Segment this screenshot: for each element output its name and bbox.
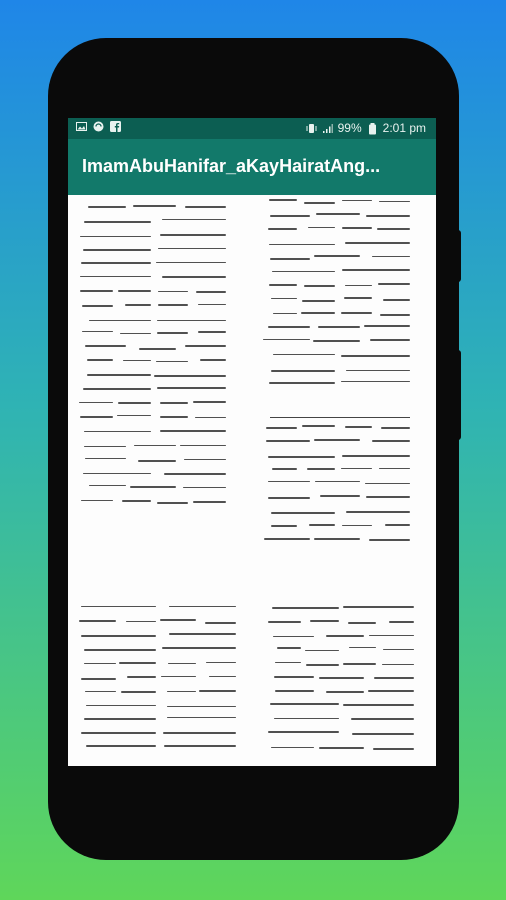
text-stroke bbox=[84, 649, 156, 651]
text-stroke bbox=[193, 501, 226, 503]
text-stroke bbox=[158, 248, 226, 249]
text-stroke bbox=[268, 456, 335, 458]
text-stroke bbox=[271, 370, 335, 372]
text-stroke bbox=[342, 525, 373, 526]
text-stroke bbox=[306, 664, 339, 666]
text-stroke bbox=[167, 717, 236, 718]
text-stroke bbox=[200, 359, 226, 361]
text-stroke bbox=[304, 202, 335, 204]
text-stroke bbox=[344, 297, 372, 299]
text-stroke bbox=[268, 497, 310, 499]
text-stroke bbox=[160, 430, 226, 432]
text-stroke bbox=[274, 718, 339, 719]
text-stroke bbox=[308, 227, 335, 228]
text-stroke bbox=[199, 690, 236, 692]
text-stroke bbox=[125, 304, 151, 306]
text-stroke bbox=[302, 425, 335, 427]
text-stroke bbox=[320, 495, 360, 497]
text-stroke bbox=[269, 284, 298, 286]
text-stroke bbox=[270, 258, 310, 260]
text-stroke bbox=[341, 312, 372, 314]
text-stroke bbox=[381, 427, 410, 429]
text-stroke bbox=[342, 455, 410, 457]
text-stroke bbox=[318, 326, 360, 328]
text-stroke bbox=[370, 339, 410, 341]
text-stroke bbox=[89, 485, 126, 486]
text-stroke bbox=[163, 732, 236, 734]
text-stroke bbox=[310, 620, 339, 622]
text-stroke bbox=[366, 496, 410, 498]
text-stroke bbox=[183, 487, 226, 488]
text-stroke bbox=[133, 205, 176, 207]
text-stroke bbox=[123, 360, 151, 361]
text-stroke bbox=[180, 445, 226, 446]
text-stroke bbox=[164, 745, 236, 747]
text-stroke bbox=[271, 747, 314, 748]
text-stroke bbox=[118, 290, 151, 292]
text-stroke bbox=[157, 387, 226, 389]
text-stroke bbox=[80, 290, 114, 292]
text-stroke bbox=[342, 200, 373, 201]
text-stroke bbox=[120, 333, 151, 334]
text-stroke bbox=[164, 473, 226, 475]
text-stroke bbox=[368, 690, 414, 692]
text-stroke bbox=[134, 445, 176, 446]
text-stroke bbox=[301, 312, 335, 314]
text-stroke bbox=[326, 691, 364, 693]
text-stroke bbox=[81, 500, 114, 501]
text-stroke bbox=[366, 215, 410, 217]
text-stroke bbox=[342, 269, 410, 271]
text-stroke bbox=[277, 647, 302, 649]
scanned-book-page[interactable] bbox=[68, 195, 436, 766]
text-stroke bbox=[268, 731, 339, 733]
text-stroke bbox=[348, 622, 376, 624]
text-stroke bbox=[369, 635, 414, 636]
text-stroke bbox=[206, 662, 236, 663]
text-stroke bbox=[349, 647, 376, 648]
text-stroke bbox=[156, 361, 189, 362]
text-stroke bbox=[79, 620, 116, 622]
text-stroke bbox=[316, 213, 360, 215]
image-icon bbox=[76, 121, 87, 132]
text-stroke bbox=[84, 718, 156, 720]
text-stroke bbox=[86, 705, 156, 706]
text-stroke bbox=[343, 704, 414, 706]
text-stroke bbox=[81, 678, 116, 680]
vibrate-icon bbox=[306, 123, 317, 134]
text-stroke bbox=[345, 285, 372, 286]
text-stroke bbox=[343, 606, 414, 608]
text-stroke bbox=[88, 206, 126, 208]
text-stroke bbox=[270, 215, 310, 217]
text-stroke bbox=[127, 676, 156, 678]
text-stroke bbox=[369, 539, 410, 541]
facebook-icon bbox=[110, 121, 121, 132]
text-stroke bbox=[379, 468, 410, 469]
text-stroke bbox=[343, 663, 377, 665]
text-stroke bbox=[119, 662, 156, 664]
text-stroke bbox=[377, 228, 410, 230]
text-stroke bbox=[273, 313, 298, 314]
text-stroke bbox=[87, 374, 151, 376]
text-stroke bbox=[271, 525, 298, 527]
text-stroke bbox=[160, 402, 188, 404]
text-stroke bbox=[372, 440, 410, 442]
sync-icon bbox=[93, 121, 104, 132]
text-stroke bbox=[272, 271, 335, 272]
text-stroke bbox=[161, 676, 196, 677]
signal-icon bbox=[322, 123, 333, 134]
text-stroke bbox=[87, 359, 113, 361]
text-stroke bbox=[272, 607, 339, 609]
text-stroke bbox=[117, 415, 151, 416]
text-stroke bbox=[264, 538, 310, 540]
text-stroke bbox=[139, 348, 176, 350]
text-stroke bbox=[266, 427, 298, 429]
text-stroke bbox=[162, 647, 236, 649]
text-stroke bbox=[168, 663, 196, 664]
text-stroke bbox=[83, 388, 151, 390]
text-stroke bbox=[266, 440, 310, 442]
text-stroke bbox=[275, 690, 314, 692]
text-stroke bbox=[85, 458, 126, 459]
text-stroke bbox=[83, 473, 151, 474]
text-stroke bbox=[346, 370, 410, 371]
text-stroke bbox=[205, 622, 236, 624]
text-stroke bbox=[365, 483, 410, 484]
text-stroke bbox=[345, 426, 372, 428]
text-stroke bbox=[89, 320, 151, 321]
text-stroke bbox=[85, 691, 116, 692]
volume-button bbox=[455, 230, 461, 282]
text-stroke bbox=[379, 201, 410, 202]
text-stroke bbox=[341, 355, 410, 357]
text-stroke bbox=[80, 236, 151, 237]
text-stroke bbox=[184, 459, 226, 460]
text-stroke bbox=[169, 606, 236, 607]
text-stroke bbox=[126, 621, 156, 622]
text-stroke bbox=[167, 691, 196, 692]
text-stroke bbox=[352, 733, 414, 735]
text-stroke bbox=[319, 677, 364, 679]
text-stroke bbox=[389, 621, 414, 623]
text-stroke bbox=[314, 255, 360, 257]
text-stroke bbox=[86, 745, 156, 747]
app-title: ImamAbuHanifar_aKayHairatAng... bbox=[82, 156, 381, 176]
text-stroke bbox=[169, 633, 236, 635]
text-stroke bbox=[82, 305, 114, 307]
text-stroke bbox=[269, 199, 298, 201]
text-stroke bbox=[84, 221, 151, 223]
text-stroke bbox=[326, 635, 364, 637]
text-stroke bbox=[271, 512, 335, 514]
text-stroke bbox=[81, 732, 156, 734]
text-stroke bbox=[160, 234, 226, 236]
text-stroke bbox=[198, 304, 226, 305]
text-stroke bbox=[121, 691, 156, 693]
text-stroke bbox=[268, 481, 310, 482]
text-stroke bbox=[157, 332, 188, 334]
text-stroke bbox=[118, 402, 151, 404]
text-stroke bbox=[185, 206, 226, 208]
text-stroke bbox=[268, 228, 297, 230]
text-stroke bbox=[274, 676, 314, 678]
text-stroke bbox=[319, 747, 364, 749]
text-stroke bbox=[157, 502, 188, 504]
battery-icon bbox=[367, 123, 378, 134]
text-stroke bbox=[374, 677, 414, 679]
text-stroke bbox=[122, 500, 151, 502]
text-stroke bbox=[162, 219, 226, 220]
text-stroke bbox=[84, 663, 116, 664]
text-stroke bbox=[81, 635, 156, 637]
phone-screen bbox=[68, 118, 436, 766]
text-stroke bbox=[380, 314, 410, 316]
text-stroke bbox=[185, 345, 226, 347]
text-stroke bbox=[273, 354, 335, 355]
text-stroke bbox=[313, 340, 360, 342]
power-button bbox=[455, 350, 461, 440]
text-stroke bbox=[275, 662, 301, 663]
text-stroke bbox=[130, 486, 176, 488]
text-stroke bbox=[154, 375, 226, 377]
text-stroke bbox=[81, 262, 151, 264]
text-stroke bbox=[273, 636, 314, 637]
text-stroke bbox=[309, 524, 335, 526]
text-stroke bbox=[81, 606, 156, 607]
text-stroke bbox=[80, 416, 114, 418]
text-stroke bbox=[198, 331, 226, 333]
section-divider bbox=[270, 417, 410, 418]
text-stroke bbox=[193, 401, 226, 403]
text-stroke bbox=[314, 439, 360, 441]
text-stroke bbox=[82, 331, 114, 332]
text-stroke bbox=[160, 619, 196, 621]
text-stroke bbox=[268, 326, 310, 328]
text-stroke bbox=[373, 748, 414, 750]
text-stroke bbox=[162, 276, 226, 278]
text-stroke bbox=[302, 300, 335, 302]
text-stroke bbox=[84, 446, 126, 447]
text-stroke bbox=[341, 468, 373, 469]
text-stroke bbox=[269, 244, 335, 245]
text-stroke bbox=[304, 285, 335, 287]
text-stroke bbox=[314, 538, 360, 540]
text-stroke bbox=[167, 706, 236, 707]
text-stroke bbox=[138, 460, 176, 462]
text-stroke bbox=[346, 511, 410, 513]
text-stroke bbox=[382, 664, 414, 665]
text-stroke bbox=[385, 524, 410, 526]
text-stroke bbox=[158, 291, 188, 292]
text-stroke bbox=[85, 345, 126, 347]
text-stroke bbox=[195, 417, 226, 418]
text-stroke bbox=[272, 468, 298, 470]
text-stroke bbox=[364, 325, 410, 327]
text-stroke bbox=[80, 276, 151, 277]
battery-percent: 99% bbox=[337, 121, 362, 135]
text-stroke bbox=[315, 481, 360, 482]
text-stroke bbox=[269, 382, 335, 384]
text-stroke bbox=[341, 381, 410, 382]
text-stroke bbox=[209, 676, 236, 677]
clock: 2:01 pm bbox=[382, 121, 426, 135]
text-stroke bbox=[268, 621, 302, 623]
text-stroke bbox=[351, 718, 414, 720]
text-stroke bbox=[156, 262, 226, 263]
text-stroke bbox=[270, 703, 339, 705]
text-stroke bbox=[383, 649, 414, 650]
text-stroke bbox=[196, 291, 226, 293]
text-stroke bbox=[383, 299, 410, 301]
status-bar bbox=[68, 118, 436, 139]
text-stroke bbox=[84, 431, 151, 432]
text-stroke bbox=[378, 283, 410, 285]
text-stroke bbox=[305, 650, 339, 651]
text-stroke bbox=[157, 320, 226, 321]
text-stroke bbox=[160, 416, 188, 418]
text-stroke bbox=[83, 249, 151, 251]
text-stroke bbox=[158, 304, 188, 306]
text-stroke bbox=[263, 339, 310, 340]
text-stroke bbox=[79, 402, 113, 403]
text-stroke bbox=[345, 242, 410, 244]
text-stroke bbox=[271, 298, 298, 299]
text-stroke bbox=[342, 227, 373, 229]
app-bar bbox=[68, 139, 436, 195]
text-stroke bbox=[307, 468, 335, 470]
text-stroke bbox=[372, 256, 410, 257]
